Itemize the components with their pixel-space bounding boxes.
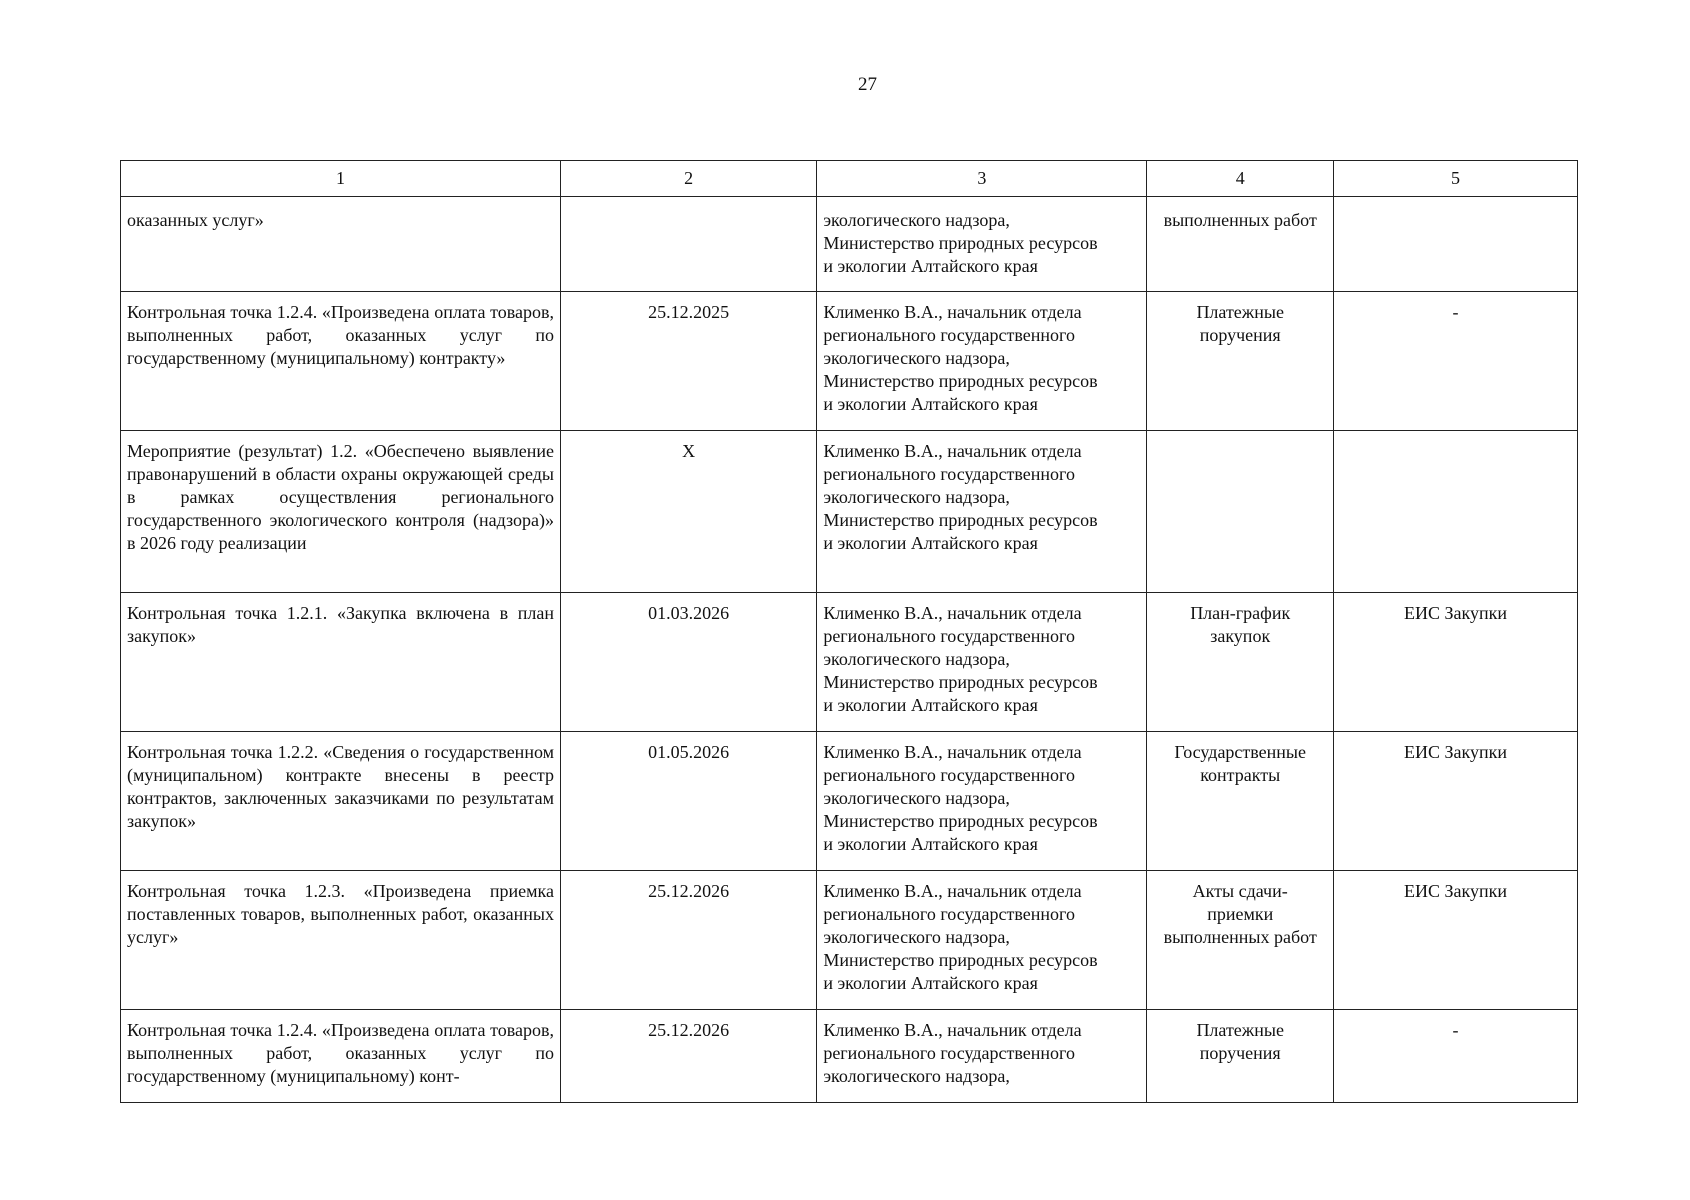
header-row — [121, 161, 1578, 197]
table-row — [121, 871, 1578, 1010]
table-row — [121, 1010, 1578, 1103]
cell-name: Мероприятие (результат) 1.2. «Обеспечено выявление правонарушений в области охраны окружающей среды в рамках осуществления регионального государственного экологического контроля (надзора)» в 2026 году реализации — [121, 431, 561, 593]
column-header-4: 4 — [1147, 161, 1334, 197]
cell-system — [1334, 197, 1578, 292]
cell-date: X — [561, 431, 817, 593]
cell-date: 25.12.2025 — [561, 292, 817, 431]
table-row — [121, 593, 1578, 732]
cell-responsible: Клименко В.А., начальник отдела регионального государственного экологического надзора, Министерство природных ресурсов и экологии Алтайского края — [817, 593, 1147, 732]
cell-system — [1334, 431, 1578, 593]
cell-document: выполненных работ — [1147, 197, 1334, 292]
column-header-3: 3 — [817, 161, 1147, 197]
cell-date: 01.05.2026 — [561, 732, 817, 871]
cell-system: ЕИС Закупки — [1334, 593, 1578, 732]
cell-system: - — [1334, 292, 1578, 431]
cell-date: 25.12.2026 — [561, 1010, 817, 1103]
cell-document: План-график закупок — [1147, 593, 1334, 732]
cell-responsible: экологического надзора, Министерство природных ресурсов и экологии Алтайского края — [817, 197, 1147, 292]
column-header-1: 1 — [121, 161, 561, 197]
cell-system: ЕИС Закупки — [1334, 732, 1578, 871]
cell-responsible: Клименко В.А., начальник отдела регионального государственного экологического надзора, Министерство природных ресурсов и экологии Алтайского края — [817, 292, 1147, 431]
page-number: 27 — [858, 74, 877, 95]
column-header-5: 5 — [1334, 161, 1578, 197]
table-row — [121, 732, 1578, 871]
column-header-2: 2 — [561, 161, 817, 197]
cell-responsible: Клименко В.А., начальник отдела регионального государственного экологического надзора, Министерство природных ресурсов и экологии Алтайского края — [817, 732, 1147, 871]
cell-name: Контрольная точка 1.2.2. «Сведения о государственном (муниципальном) контракте внесены в реестр контрактов, заключенных заказчиками по результатам закупок» — [121, 732, 561, 871]
table-row — [121, 431, 1578, 593]
cell-date: 01.03.2026 — [561, 593, 817, 732]
cell-date — [561, 197, 817, 292]
cell-responsible: Клименко В.А., начальник отдела регионального государственного экологического надзора, Министерство природных ресурсов и экологии Алтайского края — [817, 871, 1147, 1010]
cell-document: Платежные поручения — [1147, 1010, 1334, 1103]
cell-name: Контрольная точка 1.2.3. «Произведена приемка поставленных товаров, выполненных работ, оказанных услуг» — [121, 871, 561, 1010]
cell-name: Контрольная точка 1.2.4. «Произведена оплата товаров, выполненных работ, оказанных услуг по государственному (муниципальному) контракту» — [121, 292, 561, 431]
cell-document — [1147, 431, 1334, 593]
cell-date: 25.12.2026 — [561, 871, 817, 1010]
control-points-table — [120, 160, 1578, 1103]
table-row — [121, 197, 1578, 292]
cell-name: оказанных услуг» — [121, 197, 561, 292]
cell-system: ЕИС Закупки — [1334, 871, 1578, 1010]
cell-document: Государственные контракты — [1147, 732, 1334, 871]
cell-responsible: Клименко В.А., начальник отдела регионального государственного экологического надзора, Министерство природных ресурсов и экологии Алтайского края — [817, 431, 1147, 593]
cell-system: - — [1334, 1010, 1578, 1103]
cell-name: Контрольная точка 1.2.1. «Закупка включена в план закупок» — [121, 593, 561, 732]
table-row — [121, 292, 1578, 431]
cell-document: Акты сдачи- приемки выполненных работ — [1147, 871, 1334, 1010]
cell-document: Платежные поручения — [1147, 292, 1334, 431]
cell-name: Контрольная точка 1.2.4. «Произведена оплата товаров, выполненных работ, оказанных услуг по государственному (муниципальному) конт- — [121, 1010, 561, 1103]
cell-responsible: Клименко В.А., начальник отдела регионального государственного экологического надзора, — [817, 1010, 1147, 1103]
